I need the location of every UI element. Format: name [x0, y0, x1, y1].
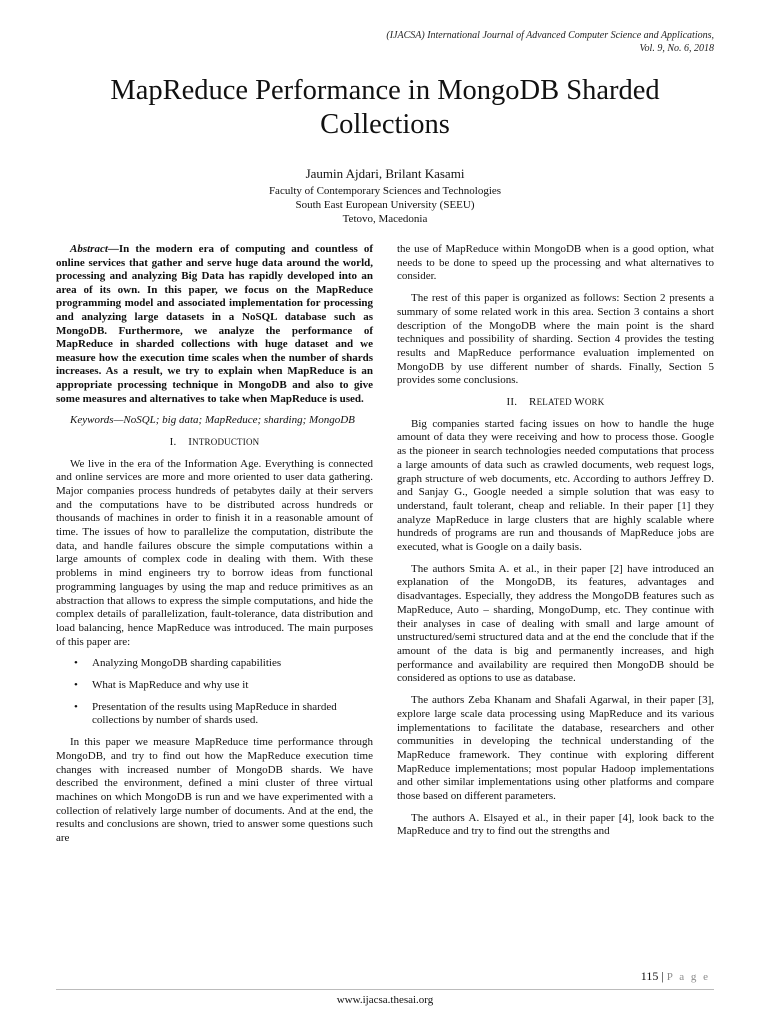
section-heading-related-work [397, 396, 714, 410]
list-item: • Analyzing MongoDB sharding capabilities [92, 657, 373, 671]
abstract-label: Abstract— [70, 243, 119, 255]
page-number [641, 969, 710, 984]
section-number: II. [506, 396, 518, 409]
intro-paragraph-2: In this paper we measure MapReduce time performance through MongoDB, and try to find out how the MapReduce execution time changes with increased number of MongoDB shards. We have described the environment, defined a mini cluster of three virtual machines on which MongoDB is run and we have experimented with a collection of relatively large number of documents. And at the end, the results and conclusions are shown, tried to answer some questions such are [56, 736, 373, 845]
affiliation-university: South East European University (SEEU) [295, 199, 475, 211]
section-title-rest: ORK [584, 397, 605, 408]
abstract-text: In the modern era of computing and countless of online services that gather and serve huge data around the world, processing and analyzing Big Data has rapidly developed into an area of its own. In this paper, we focus on the MapReduce programming model and associated implementation for processing and analyzing large datasets in a NoSQL database such as MongoDB. Furthermore, we analyze the performance of MapReduce in sharded collections with huge dataset and we measure how the execution time scales when the number of shards increases. As a result, we try to explain when MapReduce is an appropriate processing technique in MongoDB and also to give some measures and alternatives to take when MapReduce is used. [56, 243, 373, 405]
paper-authors: Jaumin Ajdari, Brilant Kasami [305, 166, 465, 181]
footer-divider [56, 989, 714, 990]
section-title-rest: NTRODUCTION [192, 436, 260, 447]
affiliation-block [0, 184, 770, 226]
intro-paragraph-2-continued: the use of MapReduce within MongoDB when is a good option, what needs to be done to speed up the processing and what alternatives to consider. [397, 243, 714, 283]
running-header [386, 30, 714, 55]
affiliation-faculty: Faculty of Contemporary Sciences and Technologies [268, 185, 502, 197]
section-title-initial: R [529, 396, 537, 409]
keywords-label: Keywords— [70, 414, 124, 427]
abstract [56, 243, 373, 406]
related-paragraph-4: The authors A. Elsayed et al., in their paper [4], look back to the MapReduce and try to find out the strengths and [397, 811, 714, 838]
intro-paragraph-3: The rest of this paper is organized as follows: Section 2 presents a summary of some related work in this area. Section 3 contains a short description of the MongoDB where the main point is the shard techniques and possibility of sharding. Section 4 provides the testing results and MapReduce performance evaluation implemented on MongoDB by use different number of shards. Finally, Section 5 provides some conclusions. [397, 292, 714, 387]
affiliation-location: Tetovo, Macedonia [342, 213, 428, 225]
page-label: P a g e [666, 971, 710, 983]
paper-title: MapReduce Performance in MongoDB Sharded Collections [110, 75, 660, 140]
section-title-middle: ELATED [536, 397, 575, 408]
page-number-value: 115 [640, 969, 659, 983]
footer-url: www.ijacsa.thesai.org [336, 994, 434, 1006]
related-paragraph-3: The authors Zeba Khanam and Shafali Agarwal, in their paper [3], explore large scale data processing using MapReduce and its various implementations to facilitate the database, researchers and other communities in developing the technical understanding of the MapReduce framework. They continue with exploring different MapReduce implementations; most popular Hadoop implementations and other similar implementations using other platforms and compare those based on different parameters. [397, 694, 714, 803]
section-title-initial: I [188, 435, 193, 448]
right-column [397, 243, 714, 847]
list-item: • What is MapReduce and why use it [92, 679, 373, 693]
purpose-list [56, 657, 373, 728]
keywords-text: NoSQL; big data; MapReduce; sharding; MongoDB [123, 414, 355, 427]
page-separator: | [658, 969, 667, 983]
related-paragraph-1: Big companies started facing issues on how to handle the huge amount of data they were receiving and how to process those. Google as the pioneer in search technologies needed computations that process a large amounts of data such as crawled documents, web request logs, graph structure of web documents, etc. According to authors Jeffrey D. and Sanjay G., Google needed a simple solution that was easy to understand, fault tolerant, cheap and reliable. In their paper [1] they analyze MapReduce in large clusters that are highly scalable where hundreds of programs are run and thousands of MapReduce jobs are executed, what is Google on a daily basis. [397, 417, 714, 554]
left-column [56, 243, 373, 854]
section-number: I. [169, 435, 177, 448]
section-title-initial-2: W [574, 396, 585, 409]
intro-paragraph-1: We live in the era of the Information Age. Everything is connected and online services are more and more oriented to user data gathering. Major companies process hundreds of petabytes daily at their servers and the computations have to be distributed across hundreds or thousands of machines in order to finish it in a reasonable amount of time. The issues of how to parallelize the computation, distribute the data, and handle failures obscure the simple computations within a large amounts of complex code in dealing with them. With these problems in mind engineers try to borrow ideas from functional programming languages by using the map and reduce primitives as an abstraction that allows to express the simple computations, and hide the complex details of parallelization, fault-tolerance, data distribution and load balancing, hence MapReduce was introduced. The main purposes of this paper are: [56, 457, 373, 648]
list-item: • Presentation of the results using MapReduce in sharded collections by number of shards used. [92, 701, 373, 728]
related-paragraph-2: The authors Smita A. et al., in their paper [2] have introduced an explanation of the MongoDB, its features, advantages and disadvantages. Especially, they address the MongoDB features such as MapReduce, Auto – sharding, MongoDump, etc. They continue with their analyses in case of dealing with small and large amount of unstructured/semi structured data and at the end the conclude that if the amount of the data is big and permanently increases, and high performance and availability are required then MongoDB should be considered as options to use as database. [397, 562, 714, 685]
journal-name: (IJACSA) International Journal of Advanced Computer Science and Applications, [386, 30, 714, 41]
keywords [56, 414, 373, 428]
journal-volume: Vol. 9, No. 6, 2018 [639, 42, 714, 54]
section-heading-introduction [56, 436, 373, 450]
